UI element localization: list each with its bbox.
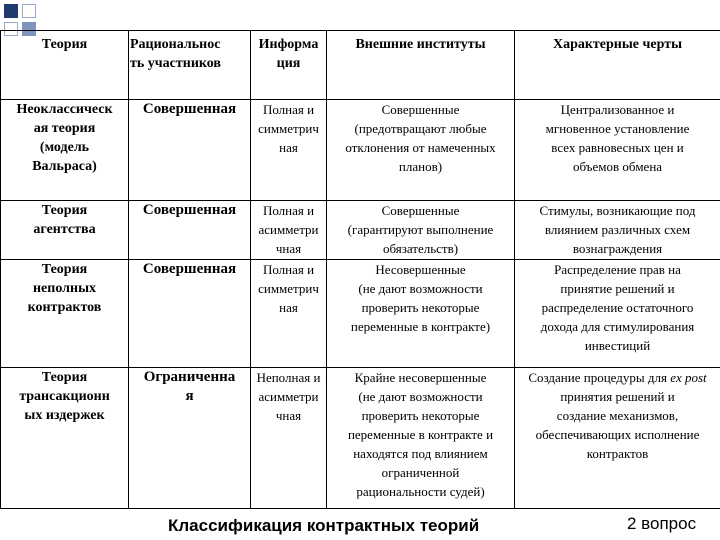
table-row [1,201,720,260]
institutions-cell: Несовершенные (не дают возможности проверить некоторые переменные в контракте) [327,260,515,368]
institutions-cell: Совершенные (предотвращают любые отклонения от намеченных планов) [327,100,515,201]
information-cell: Полная и асимметри чная [251,201,327,260]
slide-title: Классификация контрактных теорий [168,516,480,535]
question-label: 2 вопрос [627,514,697,533]
contract-theories-table [0,30,720,509]
table-row [1,100,720,201]
rationality-cell: Ограниченна я [129,368,251,509]
rationality-cell: Совершенная [129,100,251,201]
information-cell: Полная и симметрич ная [251,100,327,201]
rationality-cell: Совершенная [129,201,251,260]
features-cell: Стимулы, возникающие под влиянием различных схем вознаграждения [515,201,720,260]
features-cell [515,368,720,509]
information-cell: Неполная и асимметри чная [251,368,327,509]
institutions-cell: Крайне несовершенные (не дают возможности проверить некоторые переменные в контракте и находятся под влиянием ограниченной рациональности судей) [327,368,515,509]
header-row [1,31,720,100]
deco-square [22,4,36,18]
header-rationality: Рациональнос ть участников [129,31,251,100]
table-row [1,368,720,509]
features-cell: Централизованное и мгновенное установление всех равновесных цен и объемов обмена [515,100,720,201]
features-cell: Распределение прав на принятие решений и распределение остаточного дохода для стимулирования инвестиций [515,260,720,368]
features-text-pre: Создание процедуры для [528,370,671,385]
theory-cell: Теория трансакционн ых издержек [1,368,129,509]
deco-square [4,4,18,18]
theory-cell: Неоклассическ ая теория (модель Вальраса) [1,100,129,201]
header-information: Информа ция [251,31,327,100]
features-text-post: принятия решений и создание механизмов, обеспечивающих исполнение контрактов [535,389,700,461]
table-row [1,260,720,368]
theory-cell: Теория неполных контрактов [1,260,129,368]
theory-cell: Теория агентства [1,201,129,260]
header-institutions: Внешние институты [327,31,515,100]
rationality-cell: Совершенная [129,260,251,368]
header-theory: Теория [1,31,129,100]
information-cell: Полная и симметрич ная [251,260,327,368]
institutions-cell: Совершенные (гарантируют выполнение обязательств) [327,201,515,260]
header-features: Характерные черты [515,31,720,100]
features-text-italic: ex post [670,370,707,385]
